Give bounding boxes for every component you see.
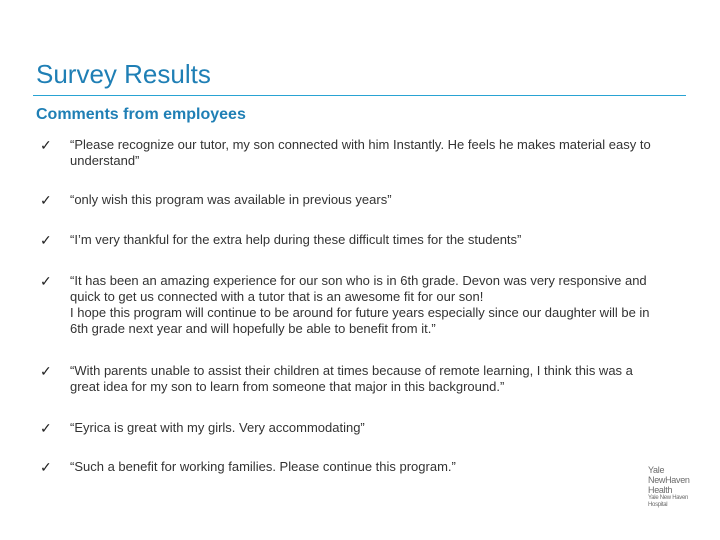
comment-text: “Eyrica is great with my girls. Very accommodating” xyxy=(70,420,365,435)
logo-line-yale: Yale xyxy=(648,465,665,475)
logo-sub-hospital-name: Yale New Haven xyxy=(648,495,689,501)
checkmark-icon: ✓ xyxy=(40,232,52,248)
comment-text: “Please recognize our tutor, my son connected with him Instantly. He feels he makes material easy to understand” xyxy=(70,137,651,168)
comment-text: “Such a benefit for working families. Please continue this program.” xyxy=(70,459,456,474)
checkmark-icon: ✓ xyxy=(40,459,52,475)
yale-new-haven-health-logo xyxy=(648,465,708,509)
comment-text: “I’m very thankful for the extra help during these difficult times for the students” xyxy=(70,232,522,247)
checkmark-icon: ✓ xyxy=(40,137,52,153)
logo-line-health: Health xyxy=(648,485,673,495)
slide-title: Survey Results xyxy=(36,59,211,89)
logo-line-newhaven: NewHaven xyxy=(648,475,690,485)
checkmark-icon: ✓ xyxy=(40,192,52,208)
checkmark-icon: ✓ xyxy=(40,420,52,436)
checkmark-icon: ✓ xyxy=(40,363,52,379)
section-heading: Comments from employees xyxy=(36,106,246,123)
logo-sub-hospital: Hospital xyxy=(648,502,668,508)
title-divider xyxy=(33,95,686,96)
checkmark-icon: ✓ xyxy=(40,273,52,289)
comment-text: “only wish this program was available in previous years” xyxy=(70,192,392,207)
comment-text: “It has been an amazing experience for our son who is in 6th grade. Devon was very responsive and quick to get us connected with a tutor that is an awesome fit for our son! I hope this program will continue to be around for future years especially since our daughter will be in 6th grade next year and will hopefully be able to benefit from it.” xyxy=(70,273,650,336)
comment-text: “With parents unable to assist their children at times because of remote learning, I think this was a great idea for my son to learn from someone that major in this background.” xyxy=(70,363,633,394)
